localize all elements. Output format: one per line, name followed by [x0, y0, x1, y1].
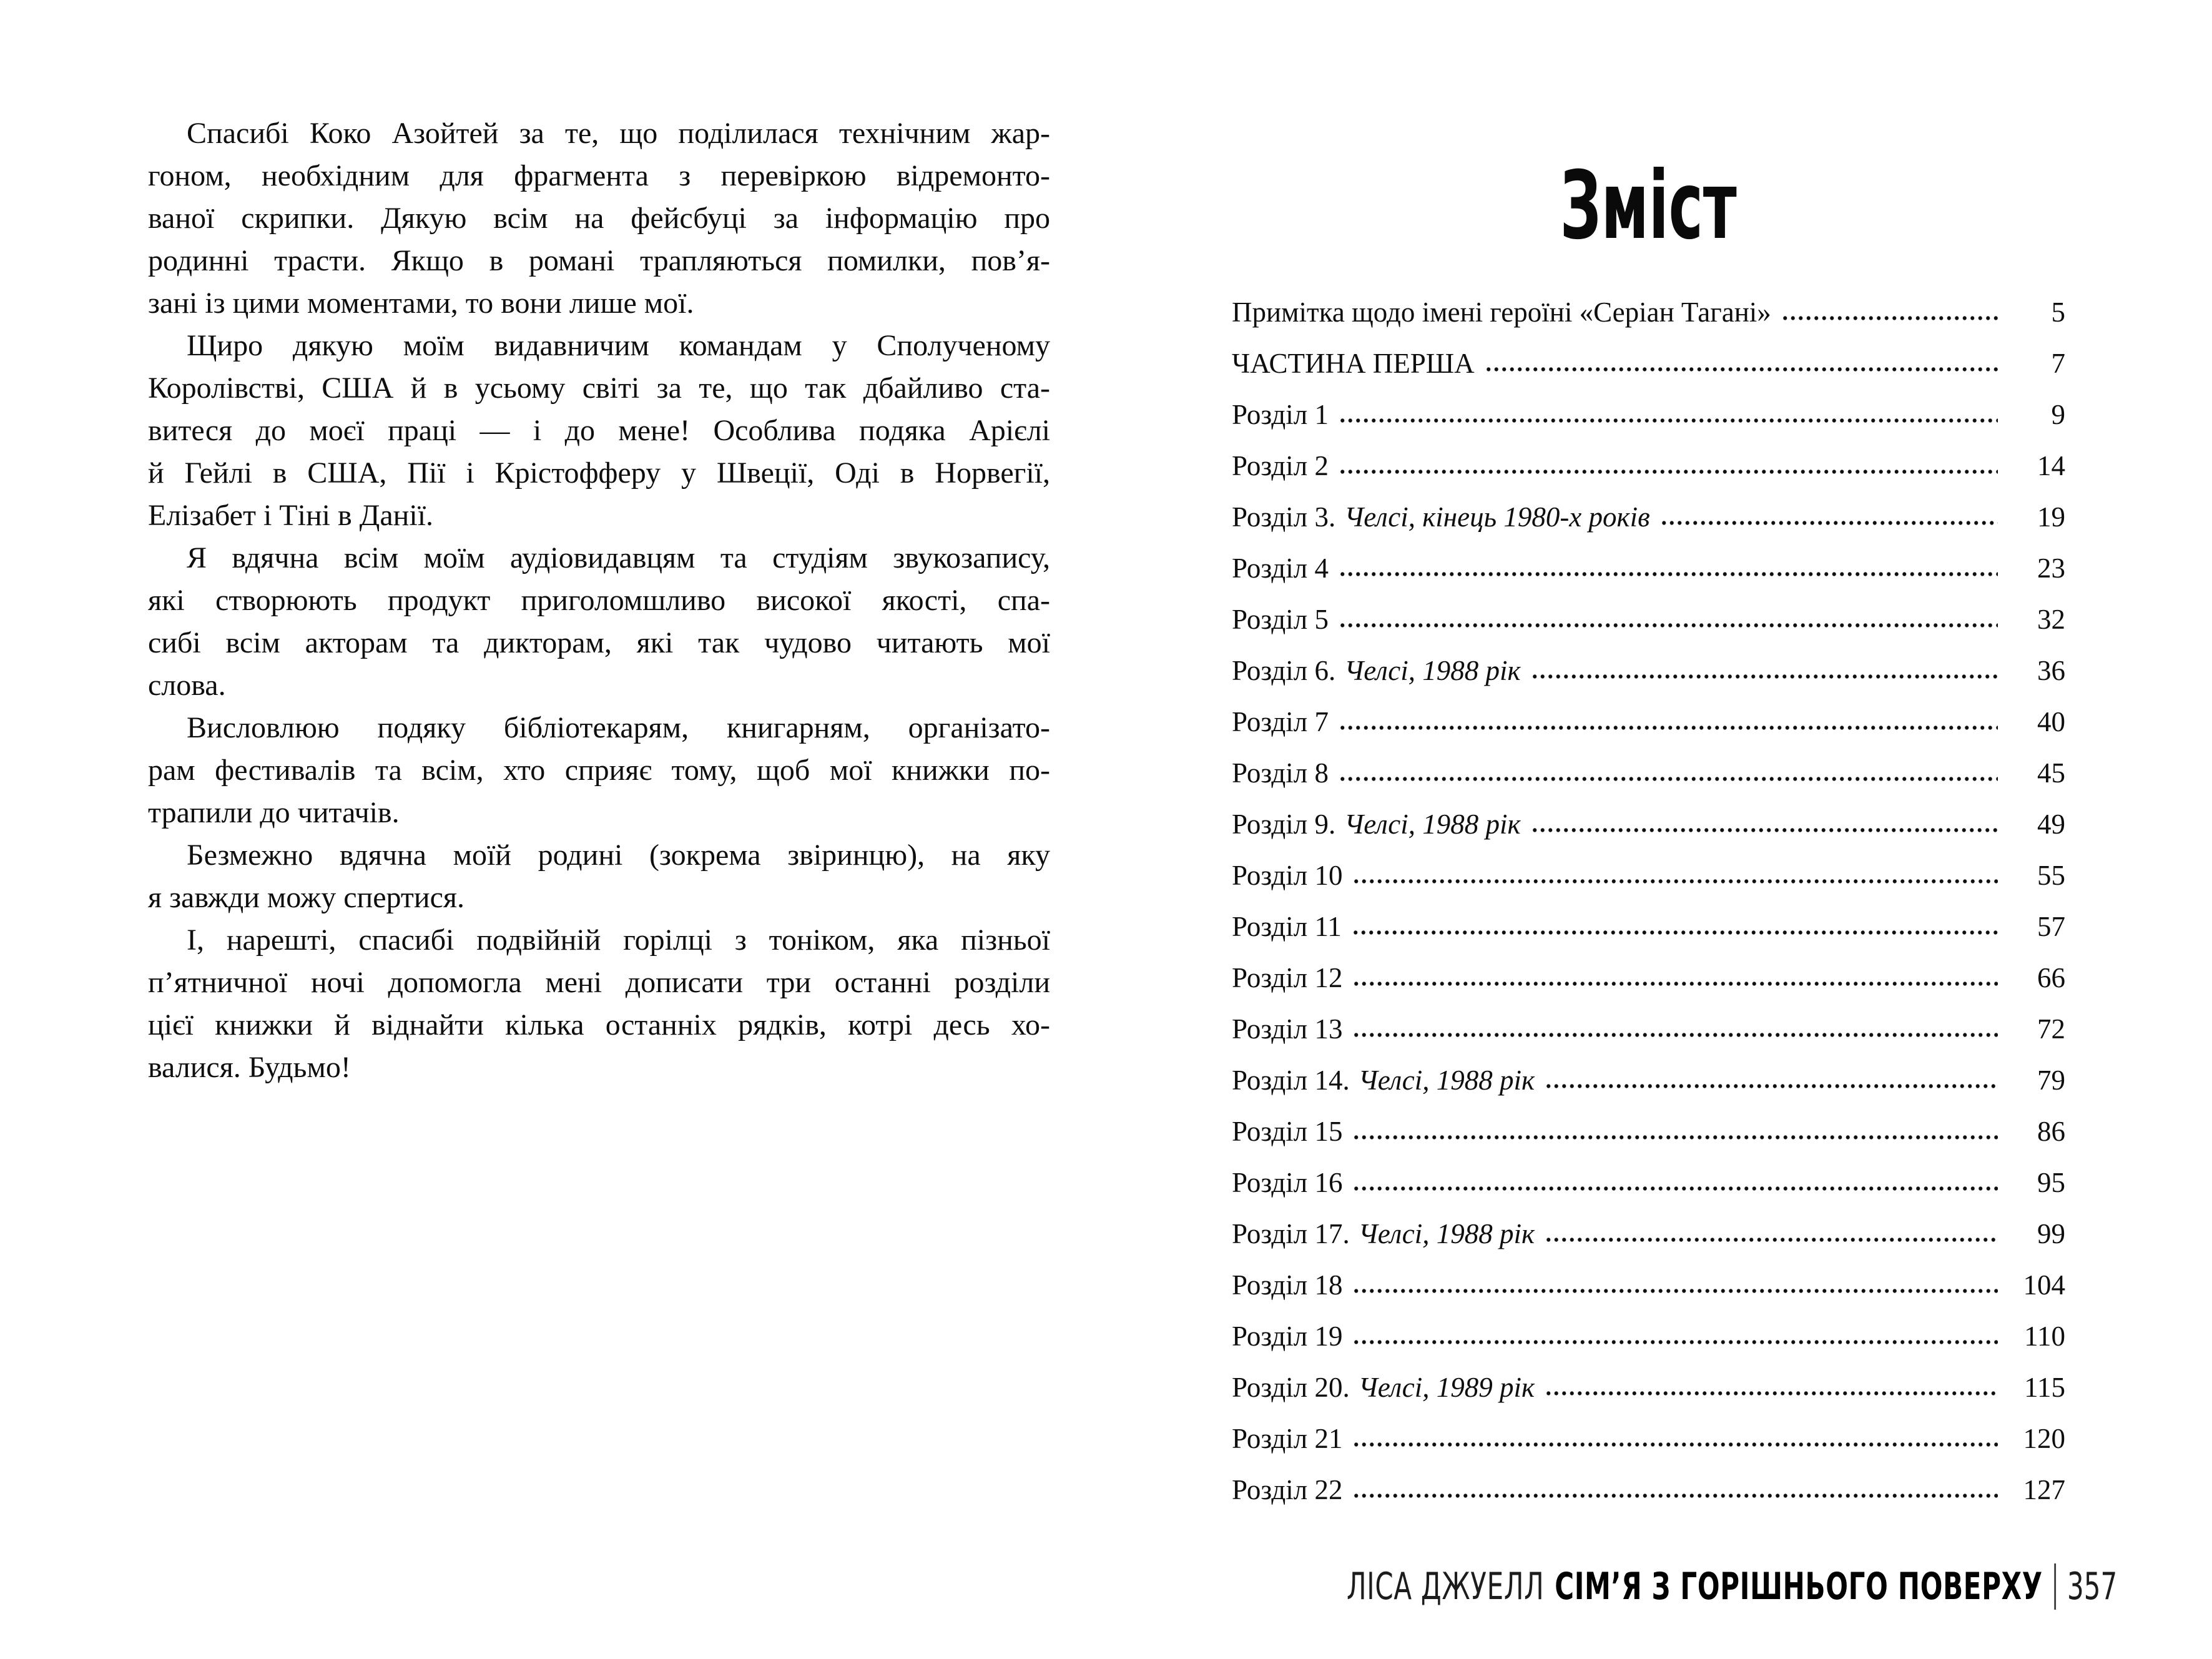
- toc-entry-label: [1232, 901, 1342, 952]
- toc-entry-page: 40: [2037, 706, 2065, 737]
- footer-author: ЛІСА ДЖУЕЛЛ: [1346, 1565, 1545, 1608]
- toc-entry-subtitle: Челсі, 1988 рік: [1344, 655, 1521, 686]
- toc-entry-page: 110: [2024, 1321, 2065, 1352]
- toc-entry-label: [1232, 1157, 1342, 1208]
- toc-entry-page: 9: [2051, 399, 2065, 430]
- paragraph: [148, 537, 1050, 707]
- toc-entry-title: Розділ 12: [1232, 962, 1343, 993]
- paragraph: [148, 919, 1050, 1089]
- toc-entry-page: 120: [2023, 1423, 2065, 1454]
- text-line: я завжди можу спертися.: [148, 881, 465, 914]
- text-line: зані із цими моментами, то вони лише мої.: [148, 287, 694, 320]
- toc-leader-dots: [1339, 440, 1998, 491]
- toc-leader-dots: [1531, 645, 1998, 696]
- toc-entry-label: [1232, 594, 1329, 645]
- toc-leader-dots: [1352, 1464, 1998, 1515]
- toc-entry-label: [1232, 1311, 1342, 1362]
- toc-entry: [1232, 901, 2065, 952]
- paragraph: [148, 707, 1050, 834]
- toc-entry-title: Розділ 13: [1232, 1013, 1343, 1045]
- toc-entry: [1232, 952, 2065, 1003]
- toc-entry-title: Розділ 18: [1232, 1269, 1343, 1301]
- toc-entry-title: Розділ 8: [1232, 757, 1329, 789]
- toc-entry: [1232, 799, 2065, 850]
- toc-entry-label: [1232, 1464, 1342, 1515]
- toc-entry: [1232, 491, 2065, 543]
- toc-entry-page: 127: [2023, 1474, 2065, 1505]
- text-line: трапили до читачів.: [148, 796, 400, 829]
- toc-entry-title: Розділ 21: [1232, 1423, 1343, 1454]
- text-line: слова.: [148, 669, 226, 702]
- toc-entry: [1232, 1003, 2065, 1055]
- toc-entry-label: [1232, 645, 1521, 696]
- footer-book-title: СІМ’Я З ГОРІШНЬОГО ПОВЕРХУ: [1554, 1565, 2043, 1608]
- toc-entry: [1232, 1362, 2065, 1413]
- toc-leader-dots: [1352, 1259, 1998, 1311]
- toc-entry-page: 49: [2037, 809, 2065, 840]
- text-line: гоном, необхідним для фрагмента з перевіркою відремонто-: [148, 159, 1050, 192]
- toc-entry-page: 57: [2037, 911, 2065, 942]
- paragraph: [148, 112, 1050, 325]
- text-line: Я вдячна всім моїм аудіовидавцям та студіям звукозапису,: [187, 541, 1050, 574]
- toc-leader-dots: [1545, 1208, 1998, 1259]
- toc-entry: [1232, 696, 2065, 747]
- toc-leader-dots: [1339, 696, 1998, 747]
- toc-entry-label: [1232, 491, 1650, 543]
- text-line: І, нарешті, спасибі подвійній горілці з тоніком, яка пізньої: [187, 923, 1050, 957]
- toc-entry-page: 79: [2037, 1065, 2065, 1096]
- toc-entry: [1232, 1157, 2065, 1208]
- toc-entry-label: [1232, 338, 1475, 389]
- footer-divider: [2054, 1563, 2056, 1610]
- toc-entry-page: 95: [2037, 1167, 2065, 1198]
- toc-title: Зміст: [1560, 152, 1737, 260]
- toc-entry-title: Розділ 3.: [1232, 501, 1336, 533]
- toc-entry-title: Розділ 2: [1232, 450, 1329, 481]
- toc-entry-subtitle: Челсі, 1988 рік: [1344, 809, 1521, 840]
- toc-entry-label: [1232, 287, 1771, 338]
- toc-entry-title: Розділ 17.: [1232, 1218, 1350, 1249]
- toc-entry-title: Розділ 4: [1232, 553, 1329, 584]
- toc-entry-title: ЧАСТИНА ПЕРША: [1232, 348, 1475, 379]
- toc-entry-title: Розділ 20.: [1232, 1372, 1350, 1403]
- toc-leader-dots: [1781, 287, 1998, 338]
- toc-entry: [1232, 1106, 2065, 1157]
- text-line: Висловлюю подяку бібліотекарям, книгарням, організато-: [187, 711, 1050, 744]
- toc-leader-dots: [1352, 1413, 1998, 1464]
- toc-entry-title: Розділ 14.: [1232, 1065, 1350, 1096]
- text-line: сибі всім акторам та дикторам, які так чудово читають мої: [148, 626, 1050, 659]
- toc-entry-label: [1232, 1362, 1535, 1413]
- toc-entry-page: 86: [2037, 1116, 2065, 1147]
- toc-entry-page: 72: [2037, 1013, 2065, 1045]
- toc-entry: [1232, 1259, 2065, 1311]
- toc-leader-dots: [1352, 1106, 1998, 1157]
- toc-leader-dots: [1352, 1157, 1998, 1208]
- toc-leader-dots: [1339, 747, 1998, 799]
- toc-entry-page: 5: [2051, 297, 2065, 328]
- toc-entry-label: [1232, 440, 1329, 491]
- toc-leader-dots: [1339, 389, 1998, 440]
- toc-leader-dots: [1545, 1362, 1998, 1413]
- toc-entry-page: 45: [2037, 757, 2065, 789]
- text-line: родинні трасти. Якщо в романі трапляються помилки, пов’я-: [148, 244, 1050, 277]
- toc-entry-title: Примітка щодо імені героїні «Серіан Тагані»: [1232, 297, 1771, 328]
- toc-entry-page: 99: [2037, 1218, 2065, 1249]
- toc-entry-title: Розділ 6.: [1232, 655, 1336, 686]
- toc-entry-label: [1232, 1055, 1535, 1106]
- toc-leader-dots: [1352, 850, 1998, 901]
- text-line: Безмежно вдячна моїй родині (зокрема звіринцю), на яку: [187, 839, 1050, 872]
- text-line: які створюють продукт приголомшливо високої якості, спа-: [148, 584, 1050, 617]
- toc-entry: [1232, 389, 2065, 440]
- toc-entry-label: [1232, 389, 1329, 440]
- toc-entry: [1232, 440, 2065, 491]
- toc-entry-page: 7: [2051, 348, 2065, 379]
- toc-leader-dots: [1352, 952, 1998, 1003]
- page-footer: [1347, 1563, 2117, 1610]
- toc-entry: [1232, 747, 2065, 799]
- toc-entry-label: [1232, 952, 1342, 1003]
- text-line: Спасибі Коко Азойтей за те, що поділилася технічним жар-: [187, 117, 1050, 150]
- text-line: Щиро дякую моїм видавничим командам у Сполученому: [187, 329, 1050, 362]
- toc-entry-page: 55: [2037, 860, 2065, 891]
- footer-page-number: 357: [2067, 1565, 2117, 1608]
- toc-entry: [1232, 1311, 2065, 1362]
- toc-leader-dots: [1352, 1311, 1998, 1362]
- toc-entry: [1232, 543, 2065, 594]
- paragraph: [148, 325, 1050, 537]
- toc-entry-page: 19: [2037, 501, 2065, 533]
- toc-entry-label: [1232, 1413, 1342, 1464]
- text-line: й Гейлі в США, Пії і Крістофферу у Швеції, Оді в Норвегії,: [148, 456, 1050, 490]
- toc-entry: [1232, 287, 2065, 338]
- toc-leader-dots: [1545, 1055, 1998, 1106]
- toc-entry: [1232, 338, 2065, 389]
- toc-entry-page: 66: [2037, 962, 2065, 993]
- toc-entry-page: 36: [2037, 655, 2065, 686]
- toc-title-wrap: [1232, 152, 2065, 260]
- toc-entry-title: Розділ 10: [1232, 860, 1343, 891]
- toc-entry: [1232, 594, 2065, 645]
- text-line: Королівстві, США й в усьому світі за те, що так дбайливо ста-: [148, 372, 1050, 405]
- toc-entry-subtitle: Челсі, 1988 рік: [1358, 1218, 1535, 1249]
- toc-entry-title: Розділ 7: [1232, 706, 1329, 737]
- toc-entry-title: Розділ 9.: [1232, 809, 1336, 840]
- toc-entry-title: Розділ 22: [1232, 1474, 1343, 1505]
- toc-entry-label: [1232, 850, 1342, 901]
- toc-entry: [1232, 645, 2065, 696]
- text-line: ваної скрипки. Дякую всім на фейсбуці за інформацію про: [148, 202, 1050, 235]
- toc-entry: [1232, 1413, 2065, 1464]
- toc-entry-title: Розділ 11: [1232, 911, 1342, 942]
- toc-entry-page: 115: [2024, 1372, 2065, 1403]
- toc-entry-title: Розділ 5: [1232, 604, 1329, 635]
- toc-entry-label: [1232, 1106, 1342, 1157]
- toc-leader-dots: [1660, 491, 1998, 543]
- toc-entry-label: [1232, 799, 1521, 850]
- toc-leader-dots: [1339, 594, 1998, 645]
- toc-entry-page: 104: [2023, 1269, 2065, 1301]
- toc-leader-dots: [1485, 338, 1998, 389]
- toc-entry-subtitle: Челсі, кінець 1980-х років: [1344, 501, 1650, 533]
- toc-entry-page: 14: [2037, 450, 2065, 481]
- toc-entry-title: Розділ 15: [1232, 1116, 1343, 1147]
- toc-entry-page: 23: [2037, 553, 2065, 584]
- toc-entry-subtitle: Челсі, 1989 рік: [1358, 1372, 1535, 1403]
- toc-entry-label: [1232, 747, 1329, 799]
- toc-entry-title: Розділ 19: [1232, 1321, 1343, 1352]
- toc-entry-title: Розділ 1: [1232, 399, 1329, 430]
- text-line: цієї книжки й віднайти кілька останніх рядків, котрі десь хо-: [148, 1008, 1050, 1041]
- toc-leader-dots: [1352, 1003, 1998, 1055]
- text-line: п’ятничної ночі допомогла мені дописати три останні розділи: [148, 966, 1050, 999]
- paragraph: [148, 834, 1050, 919]
- toc-entry: [1232, 1464, 2065, 1515]
- toc-entry-page: 32: [2037, 604, 2065, 635]
- toc-entry: [1232, 850, 2065, 901]
- toc-leader-dots: [1339, 543, 1998, 594]
- toc-entry-label: [1232, 1003, 1342, 1055]
- toc-entry: [1232, 1055, 2065, 1106]
- toc-leader-dots: [1352, 901, 1998, 952]
- acknowledgments-text: [148, 112, 1050, 1089]
- toc-list: [1232, 287, 2065, 1515]
- toc-leader-dots: [1531, 799, 1998, 850]
- text-line: рам фестивалів та всім, хто сприяє тому, щоб мої книжки по-: [148, 754, 1050, 787]
- text-line: Елізабет і Тіні в Данії.: [148, 499, 434, 532]
- toc-entry-label: [1232, 1208, 1535, 1259]
- toc-entry-title: Розділ 16: [1232, 1167, 1343, 1198]
- text-line: валися. Будьмо!: [148, 1051, 351, 1084]
- text-line: витеся до моєї праці — і до мене! Особлива подяка Арієлі: [148, 414, 1050, 447]
- toc-entry-label: [1232, 543, 1329, 594]
- toc-entry-subtitle: Челсі, 1988 рік: [1358, 1065, 1535, 1096]
- toc-entry-label: [1232, 1259, 1342, 1311]
- toc-entry-label: [1232, 696, 1329, 747]
- toc-entry: [1232, 1208, 2065, 1259]
